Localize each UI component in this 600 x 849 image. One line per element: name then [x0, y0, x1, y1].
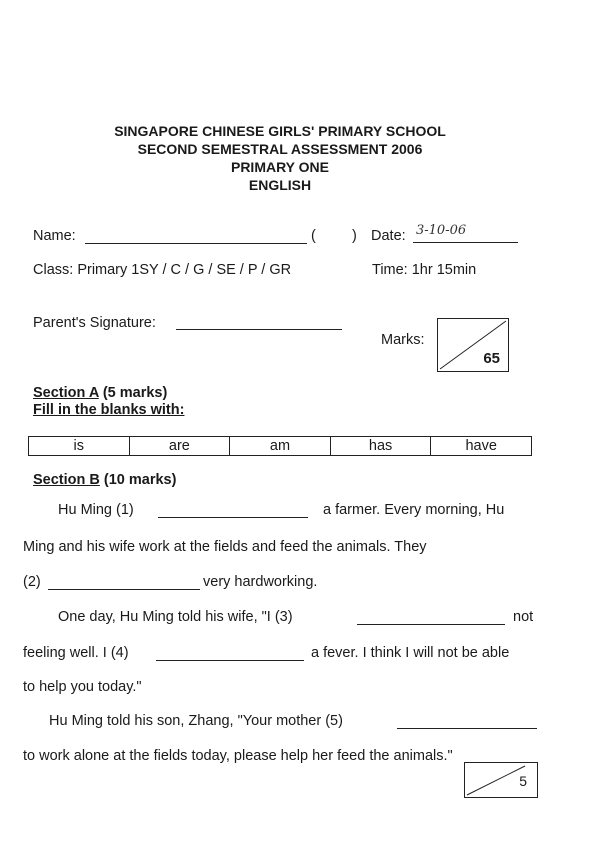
section-b-score-total: 5 [519, 773, 527, 789]
passage-line-7: Hu Ming told his son, Zhang, "Your mother (5) [49, 713, 343, 729]
section-a-title: Section A [33, 385, 99, 401]
marks-total: 65 [483, 350, 500, 367]
passage-line-6: to help you today." [23, 679, 142, 695]
word-bank-item: are [130, 437, 231, 455]
passage-line-2: Ming and his wife work at the fields and feed the animals. They [23, 539, 427, 555]
passage-line-3a: (2) [23, 574, 41, 590]
word-bank-item: have [465, 438, 497, 454]
paren-close: ) [352, 228, 357, 244]
date-field[interactable] [413, 242, 518, 243]
marks-box [437, 318, 509, 372]
parent-signature-label: Parent's Signature: [33, 315, 156, 331]
section-a-instruction: Fill in the blanks with: [33, 402, 185, 418]
blank-3[interactable] [357, 624, 505, 625]
blank-1[interactable] [158, 517, 308, 518]
level-title: PRIMARY ONE [230, 159, 329, 175]
word-bank-item: has [331, 437, 432, 455]
name-label: Name: [33, 228, 76, 244]
assessment-title: SECOND SEMESTRAL ASSESSMENT 2006 [137, 141, 423, 157]
blank-2[interactable] [48, 589, 200, 590]
name-field[interactable] [85, 243, 307, 244]
paren-open: ( [311, 228, 316, 244]
date-label: Date: [371, 228, 406, 244]
time-label: Time: 1hr 15min [372, 262, 477, 278]
passage-line-1b: a farmer. Every morning, Hu [323, 502, 505, 518]
school-name: SINGAPORE CHINESE GIRLS' PRIMARY SCHOOL [114, 123, 446, 139]
section-b-title: Section B [33, 472, 100, 488]
passage-line-5b: a fever. I think I will not be able [311, 645, 510, 661]
date-value: 3-10-06 [416, 223, 467, 238]
section-b-heading [33, 472, 176, 488]
marks-label: Marks: [381, 332, 425, 348]
section-b-score-box [464, 762, 538, 798]
word-bank-item: is [29, 437, 130, 455]
passage-line-5a: feeling well. I (4) [23, 645, 129, 661]
passage-line-4a: One day, Hu Ming told his wife, "I (3) [58, 609, 293, 625]
parent-signature-field[interactable] [176, 329, 342, 330]
section-b-marks: (10 marks) [103, 472, 177, 488]
passage-line-3b: very hardworking. [203, 574, 318, 590]
blank-5[interactable] [397, 728, 537, 729]
passage-line-1a: Hu Ming (1) [58, 502, 134, 518]
subject-title: ENGLISH [248, 177, 312, 193]
passage-line-8: to work alone at the fields today, please help her feed the animals." [23, 748, 453, 764]
word-bank [28, 436, 532, 456]
blank-4[interactable] [156, 660, 304, 661]
word-bank-item: am [230, 437, 331, 455]
section-a-marks: (5 marks) [102, 385, 168, 401]
class-label: Class: Primary 1SY / C / G / SE / P / GR [33, 262, 292, 278]
passage-line-4b: not [513, 609, 534, 625]
section-a-heading [33, 385, 167, 401]
